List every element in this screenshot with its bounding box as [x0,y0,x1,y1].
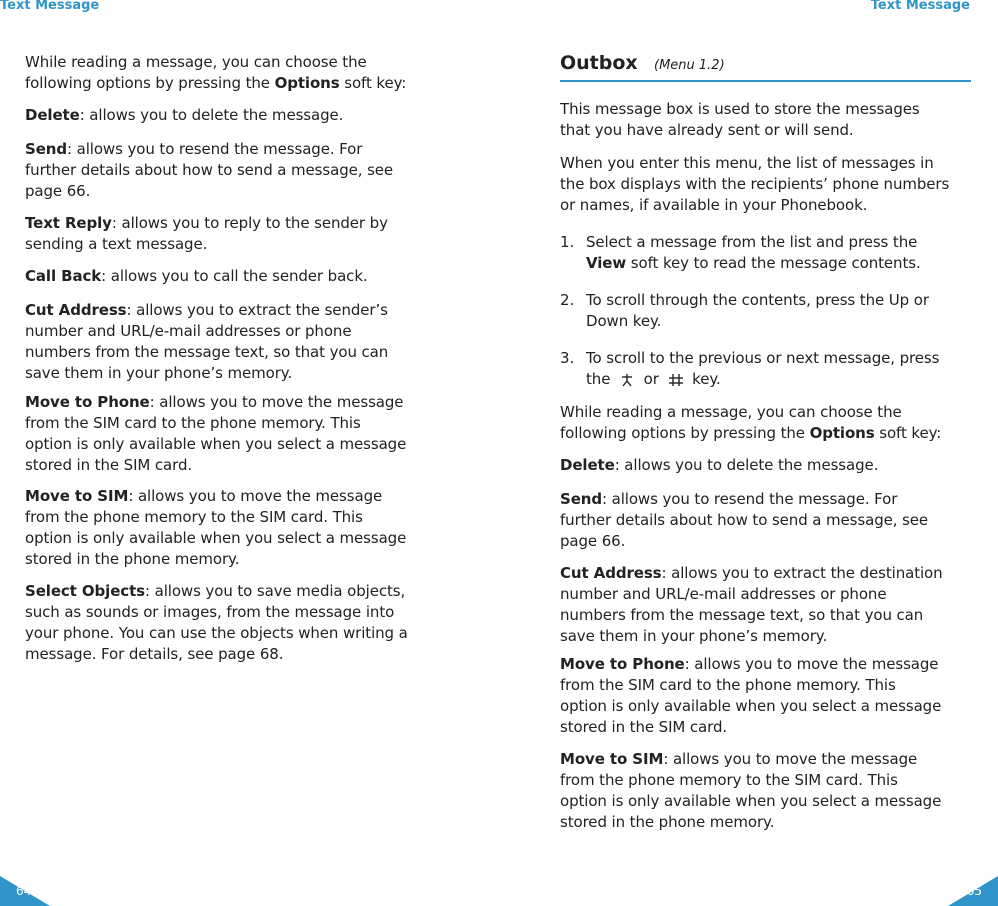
running-header-left: Text Message [0,0,100,13]
step-1: 1. Select a message from the list and press the View soft key to read the message contents. [560,233,921,272]
running-header-right: Text Message [870,0,970,13]
options-intro-right: While reading a message, you can choose the following options by pressing the Options soft key: [560,403,942,442]
step-3: 3. To scroll to the previous or next message, press the or key. [560,349,940,388]
outbox-description: This message box is used to store the messages that you have already sent or will send. [560,100,920,139]
option-cut-address: Cut Address: allows you to extract the sender’s number and URL/e-mail addresses or phone numbers from the message text, so that you can save them in your phone’s memory. [25,301,389,382]
option-send-right: Send: allows you to resend the message. For further details about how to send a message, see page 66. [560,490,929,550]
hash-key-icon [668,372,684,388]
section-heading [560,52,971,82]
option-move-to-phone-right: Move to Phone: allows you to move the message from the SIM card to the phone memory. This option is only available when you select a message stored in the SIM card. [560,655,942,736]
star-key-icon [619,372,635,388]
option-call-back: Call Back: allows you to call the sender back. [25,267,368,285]
outbox-list-description: When you enter this menu, the list of messages in the box displays with the recipients’ phone numbers or names, if available in your Phonebook. [560,154,950,214]
option-move-to-sim: Move to SIM: allows you to move the message from the phone memory to the SIM card. This option is only available when you select a message stored in the phone memory. [25,487,407,568]
option-move-to-phone: Move to Phone: allows you to move the message from the SIM card to the phone memory. This option is only available when you select a message stored in the SIM card. [25,393,407,474]
section-title: Outbox [560,52,638,74]
option-delete-right: Delete: allows you to delete the message. [560,456,879,474]
step-2: 2. To scroll through the contents, press the Up or Down key. [560,291,929,330]
option-send: Send: allows you to resend the message. For further details about how to send a message, see page 66. [25,140,394,200]
option-cut-address-right: Cut Address: allows you to extract the destination number and URL/e-mail addresses or phone numbers from the message text, so that you can save them in your phone’s memory. [560,564,943,645]
option-select-objects: Select Objects: allows you to save media objects, such as sounds or images, from the message into your phone. You can use the objects when writing a message. For details, see page 68. [25,582,408,663]
page-number-left: 64 [16,884,32,898]
option-text-reply: Text Reply: allows you to reply to the sender by sending a text message. [25,214,388,253]
option-delete: Delete: allows you to delete the message. [25,106,344,124]
menu-path: (Menu 1.2) [654,58,725,73]
option-move-to-sim-right: Move to SIM: allows you to move the message from the phone memory to the SIM card. This option is only available when you select a message stored in the phone memory. [560,750,942,831]
page-number-right: 65 [966,884,982,898]
options-intro: While reading a message, you can choose the following options by pressing the Options soft key: [25,53,407,92]
